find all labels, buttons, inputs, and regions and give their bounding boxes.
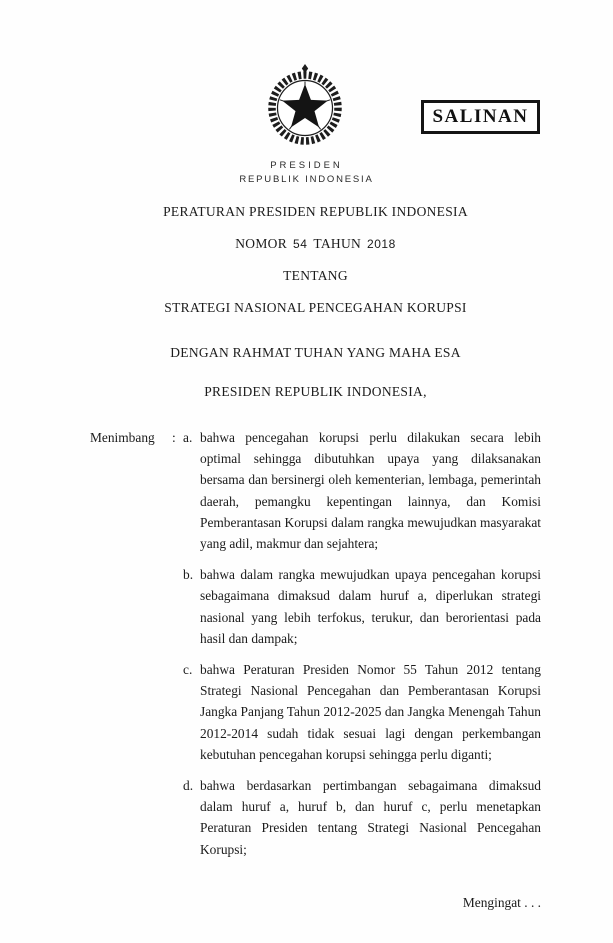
- spacer: [172, 659, 183, 765]
- regulation-number: 54: [293, 237, 308, 251]
- considering-label: Menimbang: [90, 430, 155, 445]
- nomor-label: NOMOR: [235, 236, 288, 251]
- considering-row-b: [90, 564, 541, 649]
- considering-row-a: [90, 427, 541, 554]
- considering-section: [90, 427, 541, 860]
- tentang-label: TENTANG: [283, 268, 348, 283]
- considering-separator: :: [172, 430, 176, 445]
- title-block: [90, 202, 541, 402]
- item-marker-d: d.: [183, 778, 194, 794]
- letterhead-republik-indonesia: REPUBLIK INDONESIA: [239, 174, 374, 185]
- considering-row-d: [90, 775, 541, 860]
- item-text-a: bahwa pencegahan korupsi perlu dilakukan secara lebih optimal sehingga dibutuhkan upaya yang dilaksanakan bersama dan bersinergi oleh kementerian, lembaga, pemerintah daerah, pemangku kepentingan lainnya, dan Komisi Pemberantasan Korupsi dalam rangka mewujudkan masyarakat yang adil, makmur dan sejahtera;: [200, 430, 541, 552]
- page-continuation: Mengingat . . .: [462, 895, 541, 910]
- item-text-d: bahwa berdasarkan pertimbangan sebagaimana dimaksud dalam huruf a, huruf b, dan huruf c, perlu menetapkan Peraturan Presiden tentang Strategi Nasional Pencegahan Korupsi;: [200, 778, 541, 857]
- salinan-stamp-label: SALINAN: [432, 106, 529, 127]
- spacer: [90, 659, 172, 765]
- presidential-emblem: [263, 62, 347, 148]
- item-text-c: bahwa Peraturan Presiden Nomor 55 Tahun 2012 tentang Strategi Nasional Pencegahan dan Pemberantasan Korupsi Jangka Panjang Tahun 2012-2025 dan Jangka Menengah Tahun 2012-2014 sudah tidak sesuai lagi dengan perkembangan kebutuhan pencegahan korupsi sehingga perlu diganti;: [200, 662, 541, 762]
- invocation-line: DENGAN RAHMAT TUHAN YANG MAHA ESA: [170, 345, 461, 360]
- item-marker-b: b.: [183, 567, 194, 583]
- item-text-b: bahwa dalam rangka mewujudkan upaya pencegahan korupsi sebagaimana dimaksud dalam huruf a, diperlukan strategi nasional yang lebih terfokus, terukur, dan berorientasi pada hasil dan dampak;: [200, 567, 541, 646]
- regulation-year: 2018: [367, 237, 396, 251]
- spacer: [172, 564, 183, 649]
- regulation-title: PERATURAN PRESIDEN REPUBLIK INDONESIA: [163, 204, 468, 219]
- considering-row-c: [90, 659, 541, 765]
- regulation-subject: STRATEGI NASIONAL PENCEGAHAN KORUPSI: [164, 300, 467, 315]
- spacer: [90, 564, 172, 649]
- spacer: [90, 775, 172, 860]
- garuda-star-icon: [263, 62, 347, 148]
- item-marker-c: c.: [183, 662, 193, 678]
- spacer: [172, 775, 183, 860]
- authority-line: PRESIDEN REPUBLIK INDONESIA,: [204, 384, 427, 399]
- salinan-stamp: [421, 100, 540, 134]
- item-marker-a: a.: [183, 430, 193, 445]
- letterhead: [0, 160, 613, 185]
- tahun-label: TAHUN: [313, 236, 362, 251]
- regulation-number-line: [90, 234, 541, 254]
- letterhead-presiden: PRESIDEN: [270, 160, 343, 171]
